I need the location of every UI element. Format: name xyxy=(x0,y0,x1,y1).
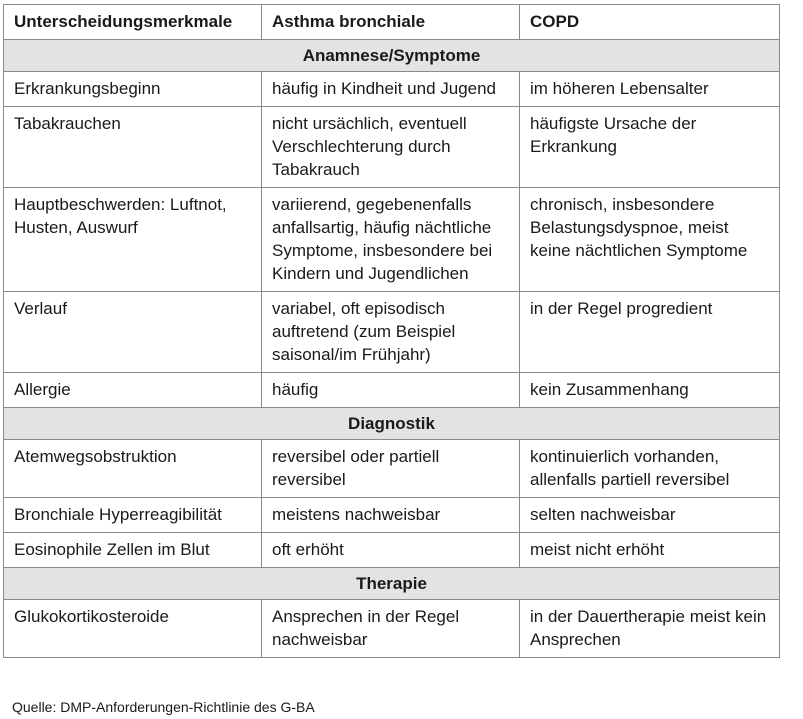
asthma-cell: Ansprechen in der Regel nachweisbar xyxy=(262,600,520,658)
table-row xyxy=(4,533,780,568)
table-header xyxy=(4,5,780,40)
copd-cell: im höheren Lebensalter xyxy=(520,72,780,107)
section-title-anamnese: Anamnese/Symptome xyxy=(4,40,780,72)
asthma-cell: häufig xyxy=(262,373,520,408)
table-row xyxy=(4,72,780,107)
table-row xyxy=(4,373,780,408)
feature-cell: Glukokortikosteroide xyxy=(4,600,262,658)
copd-cell: kein Zusammenhang xyxy=(520,373,780,408)
section-title-therapie: Therapie xyxy=(4,568,780,600)
copd-cell: in der Dauertherapie meist kein Ansprechen xyxy=(520,600,780,658)
header-copd: COPD xyxy=(520,5,780,40)
asthma-cell: variierend, gegebenenfalls anfallsartig, häufig nächtliche Symptome, insbesondere bei Kindern und Jugendlichen xyxy=(262,188,520,292)
feature-cell: Allergie xyxy=(4,373,262,408)
copd-cell: häufigste Ursache der Erkrankung xyxy=(520,107,780,188)
header-row xyxy=(4,5,780,40)
table-row xyxy=(4,440,780,498)
asthma-cell: nicht ursächlich, eventuell Verschlechterung durch Tabakrauch xyxy=(262,107,520,188)
table-row xyxy=(4,107,780,188)
copd-cell: chronisch, insbesondere Belastungsdyspnoe, meist keine nächtlichen Symptome xyxy=(520,188,780,292)
table-row xyxy=(4,498,780,533)
asthma-cell: variabel, oft episodisch auftretend (zum Beispiel saisonal/im Frühjahr) xyxy=(262,292,520,373)
section-row xyxy=(4,40,780,72)
section-row xyxy=(4,408,780,440)
feature-cell: Tabakrauchen xyxy=(4,107,262,188)
feature-cell: Bronchiale Hyperreagibilität xyxy=(4,498,262,533)
asthma-cell: meistens nachweisbar xyxy=(262,498,520,533)
copd-cell: kontinuierlich vorhanden, allenfalls partiell reversibel xyxy=(520,440,780,498)
feature-cell: Erkrankungsbeginn xyxy=(4,72,262,107)
source-caption: Quelle: DMP-Anforderungen-Richtlinie des G-BA xyxy=(12,699,315,715)
table-row xyxy=(4,292,780,373)
feature-cell: Verlauf xyxy=(4,292,262,373)
header-asthma: Asthma bronchiale xyxy=(262,5,520,40)
feature-cell: Eosinophile Zellen im Blut xyxy=(4,533,262,568)
comparison-table xyxy=(3,4,780,658)
asthma-cell: reversibel oder partiell reversibel xyxy=(262,440,520,498)
table-row xyxy=(4,600,780,658)
table-row xyxy=(4,188,780,292)
feature-cell: Hauptbeschwerden: Luftnot, Husten, Auswurf xyxy=(4,188,262,292)
copd-cell: in der Regel progredient xyxy=(520,292,780,373)
header-features: Unterscheidungsmerkmale xyxy=(4,5,262,40)
section-row xyxy=(4,568,780,600)
asthma-cell: häufig in Kindheit und Jugend xyxy=(262,72,520,107)
copd-cell: meist nicht erhöht xyxy=(520,533,780,568)
feature-cell: Atemwegsobstruktion xyxy=(4,440,262,498)
asthma-cell: oft erhöht xyxy=(262,533,520,568)
section-title-diagnostik: Diagnostik xyxy=(4,408,780,440)
table-body xyxy=(4,40,780,658)
copd-cell: selten nachweisbar xyxy=(520,498,780,533)
